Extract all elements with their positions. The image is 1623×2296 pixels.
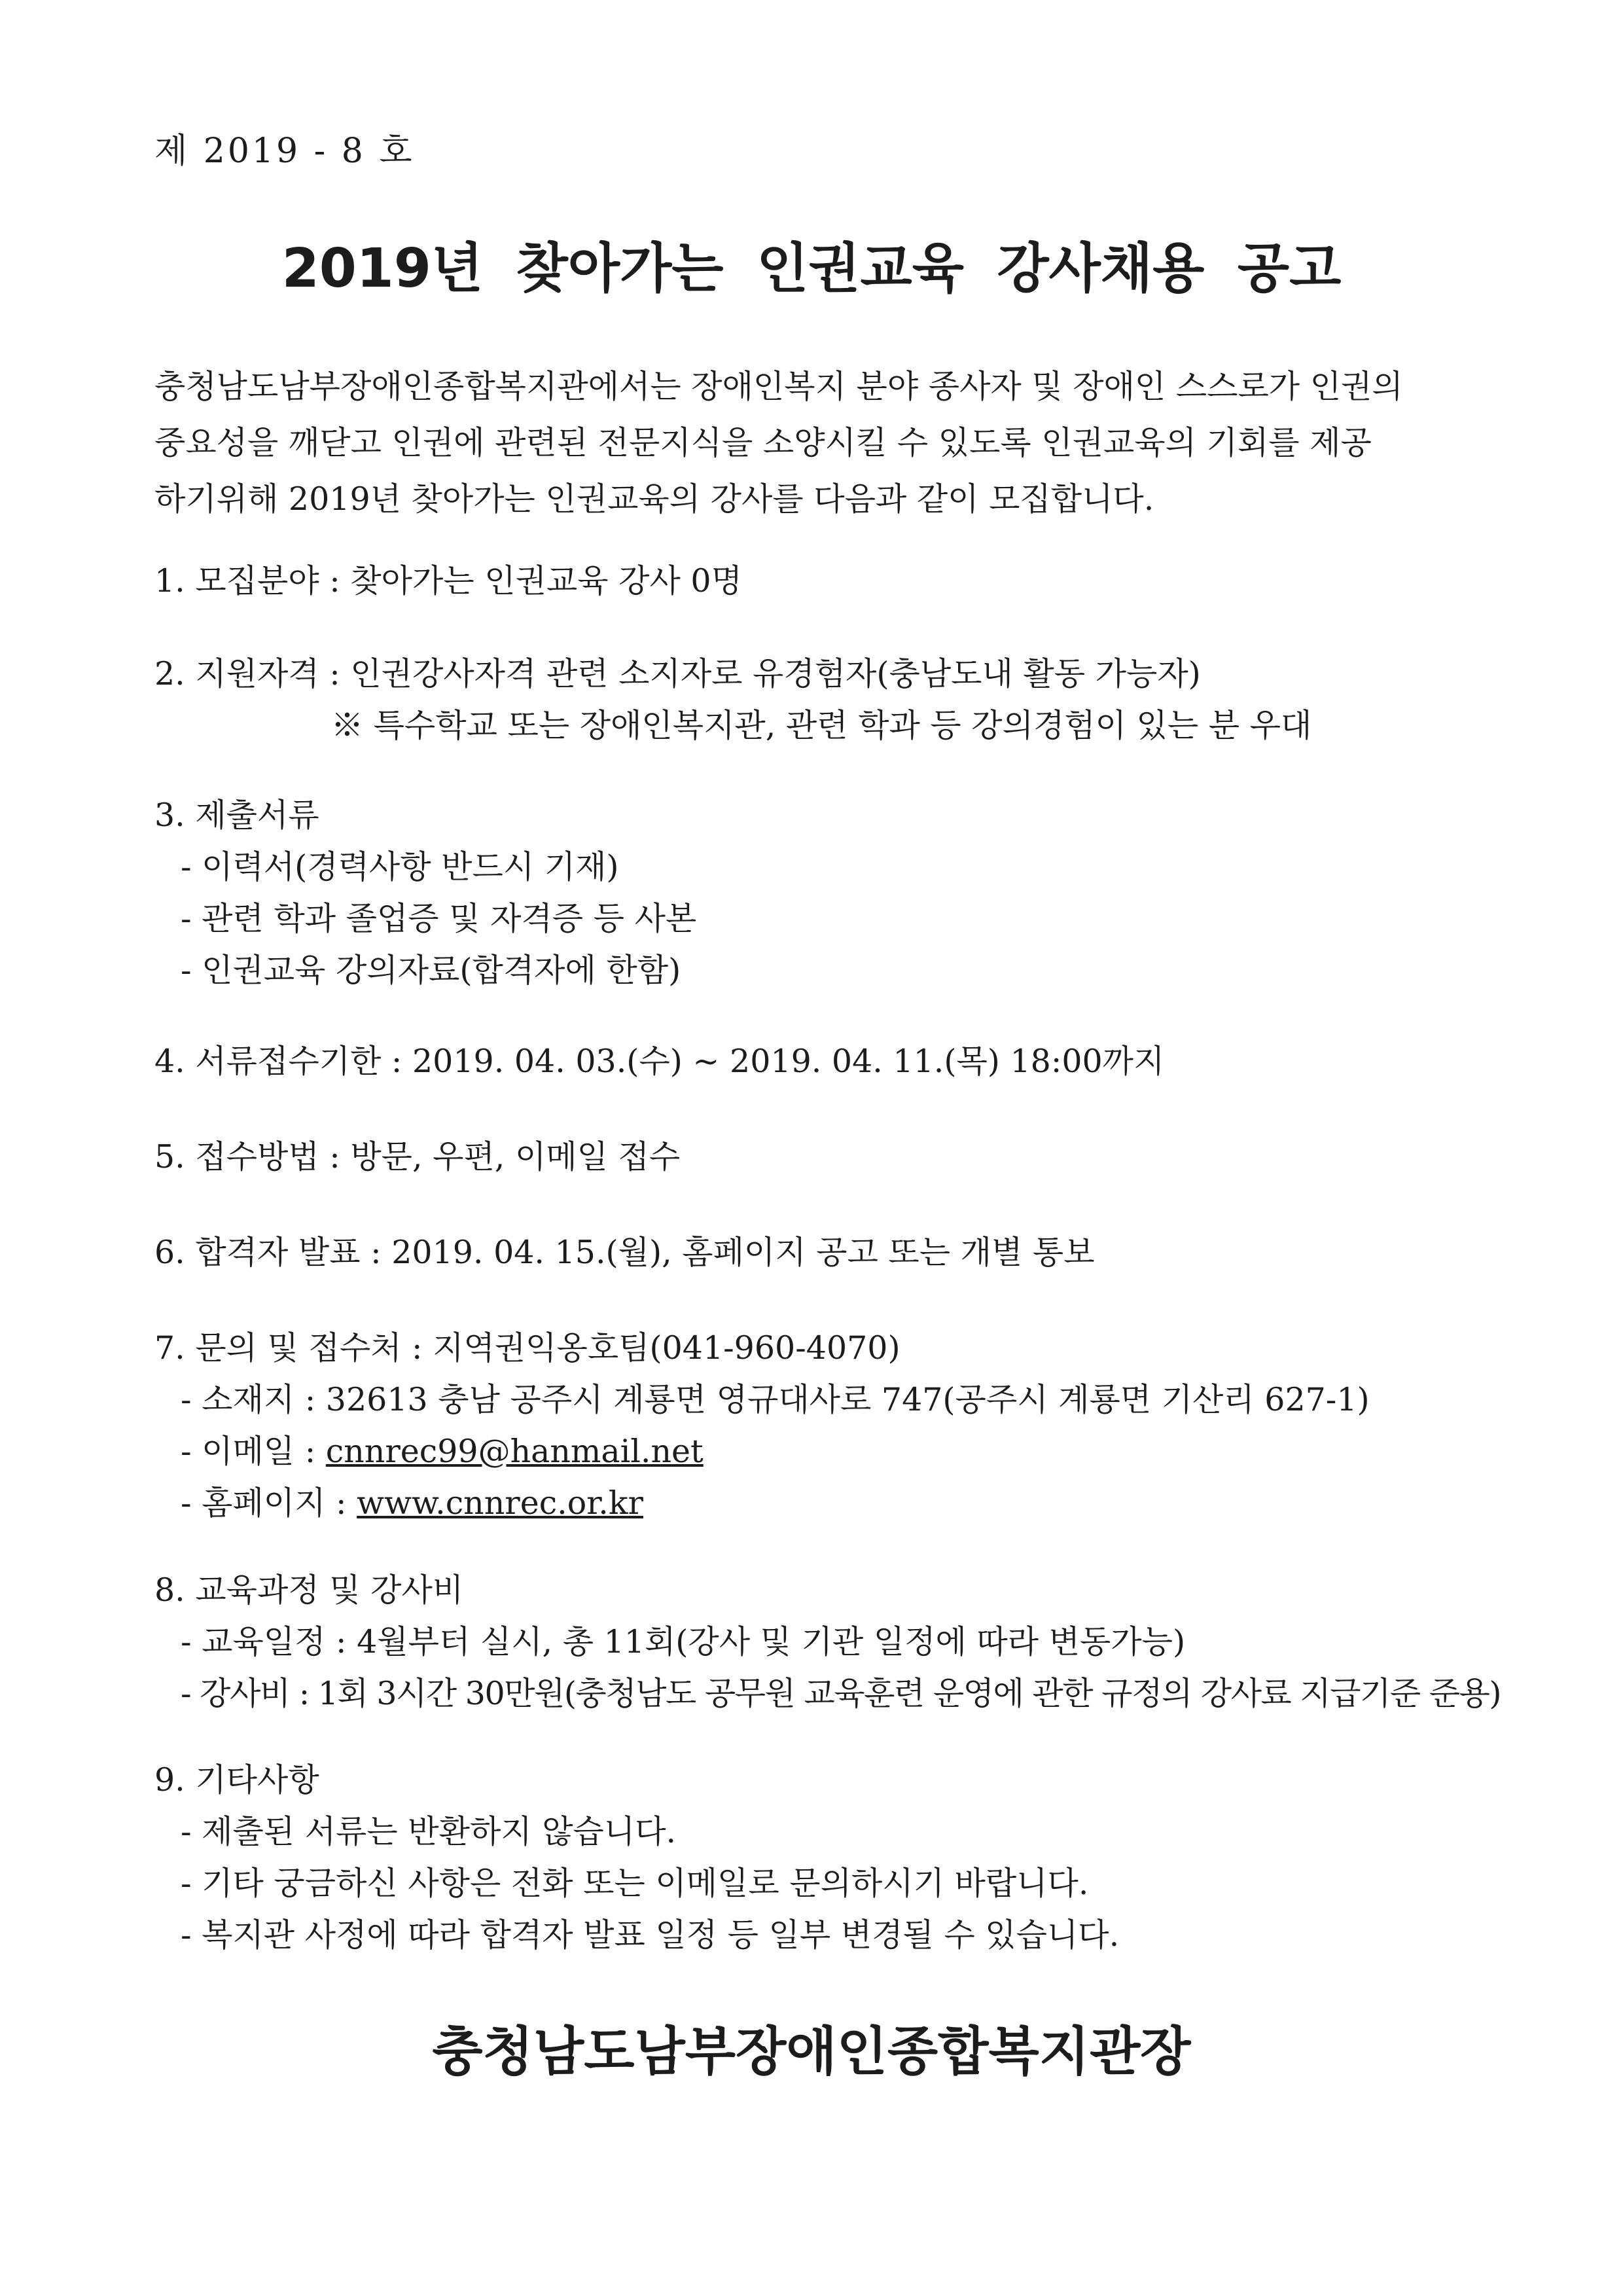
section-heading: 4. 서류접수기한 : 2019. 04. 03.(수) ~ 2019. 04. 11.(목) 18:00까지 bbox=[154, 1043, 1165, 1080]
intro-line: 중요성을 깨닫고 인권에 관련된 전문지식을 소양시킬 수 있도록 인권교육의 기회를 제공 bbox=[154, 424, 1372, 461]
section-heading: 1. 모집분야 : 찾아가는 인권교육 강사 0명 bbox=[154, 562, 742, 600]
list-item: - 강사비 : 1회 3시간 30만원(충청남도 공무원 교육훈련 운영에 관한 규정의 강사료 지급기준 준용) bbox=[181, 1675, 1501, 1712]
document-number: 제 2019 - 8 호 bbox=[154, 132, 415, 171]
page-title: 2019년 찾아가는 인권교육 강사채용 공고 bbox=[281, 238, 1342, 300]
list-item: - 제출된 서류는 반환하지 않습니다. bbox=[181, 1813, 677, 1850]
section-submission-method bbox=[154, 1131, 1503, 1183]
homepage-link[interactable]: www.cnnrec.or.kr bbox=[357, 1484, 643, 1522]
list-item: - 이력서(경력사항 반드시 기재) bbox=[181, 848, 619, 886]
email-row bbox=[154, 1426, 1503, 1477]
section-heading: 8. 교육과정 및 강사비 bbox=[154, 1571, 464, 1609]
section-announcement bbox=[154, 1227, 1503, 1278]
section-heading: 5. 접수방법 : 방문, 우편, 이메일 접수 bbox=[154, 1138, 681, 1175]
section-deadline bbox=[154, 1035, 1503, 1087]
section-heading: 7. 문의 및 접수처 : 지역권익옹호팀(041-960-4070) bbox=[154, 1329, 901, 1367]
section-qualification bbox=[154, 648, 1503, 751]
intro-line: 하기위해 2019년 찾아가는 인권교육의 강사를 다음과 같이 모집합니다. bbox=[154, 480, 1154, 518]
homepage-label: - 홈페이지 : bbox=[181, 1484, 357, 1522]
section-heading: 2. 지원자격 : 인권강사자격 관련 소지자로 유경험자(충남도내 활동 가능자) bbox=[154, 655, 1201, 692]
list-item: - 인권교육 강의자료(합격자에 한함) bbox=[181, 952, 681, 989]
list-item: - 관련 학과 졸업증 및 자격증 등 사본 bbox=[181, 900, 697, 937]
homepage-row bbox=[154, 1477, 1503, 1529]
section-heading: 3. 제출서류 bbox=[154, 797, 319, 834]
email-link[interactable]: cnnrec99@hanmail.net bbox=[325, 1433, 704, 1470]
section-other bbox=[154, 1754, 1503, 1961]
section-heading: 9. 기타사항 bbox=[154, 1761, 319, 1799]
list-item: - 교육일정 : 4월부터 실시, 총 11회(강사 및 기관 일정에 따라 변동가능) bbox=[181, 1623, 1186, 1660]
preference-note: ※ 특수학교 또는 장애인복지관, 관련 학과 등 강의경험이 있는 분 우대 bbox=[331, 707, 1312, 744]
list-item: - 복지관 사정에 따라 합격자 발표 일정 등 일부 변경될 수 있습니다. bbox=[181, 1916, 1120, 1954]
intro-paragraph bbox=[154, 359, 1476, 528]
address: - 소재지 : 32613 충남 공주시 계룡면 영규대사로 747(공주시 계룡면 기산리 627-1) bbox=[181, 1381, 1370, 1418]
list-item: - 기타 궁금하신 사항은 전화 또는 이메일로 문의하시기 바랍니다. bbox=[181, 1865, 1089, 1902]
section-documents bbox=[154, 789, 1503, 996]
email-label: - 이메일 : bbox=[181, 1433, 326, 1470]
section-recruitment-field bbox=[154, 555, 1503, 607]
section-heading: 6. 합격자 발표 : 2019. 04. 15.(월), 홈페이지 공고 또는 개별 통보 bbox=[154, 1234, 1095, 1271]
signature: 충청남도남부장애인종합복지관장 bbox=[432, 2021, 1191, 2082]
section-contact bbox=[154, 1322, 1503, 1529]
intro-line: 충청남도남부장애인종합복지관에서는 장애인복지 분야 종사자 및 장애인 스스로가 인권의 bbox=[154, 368, 1403, 405]
section-course-and-fee bbox=[154, 1564, 1503, 1719]
